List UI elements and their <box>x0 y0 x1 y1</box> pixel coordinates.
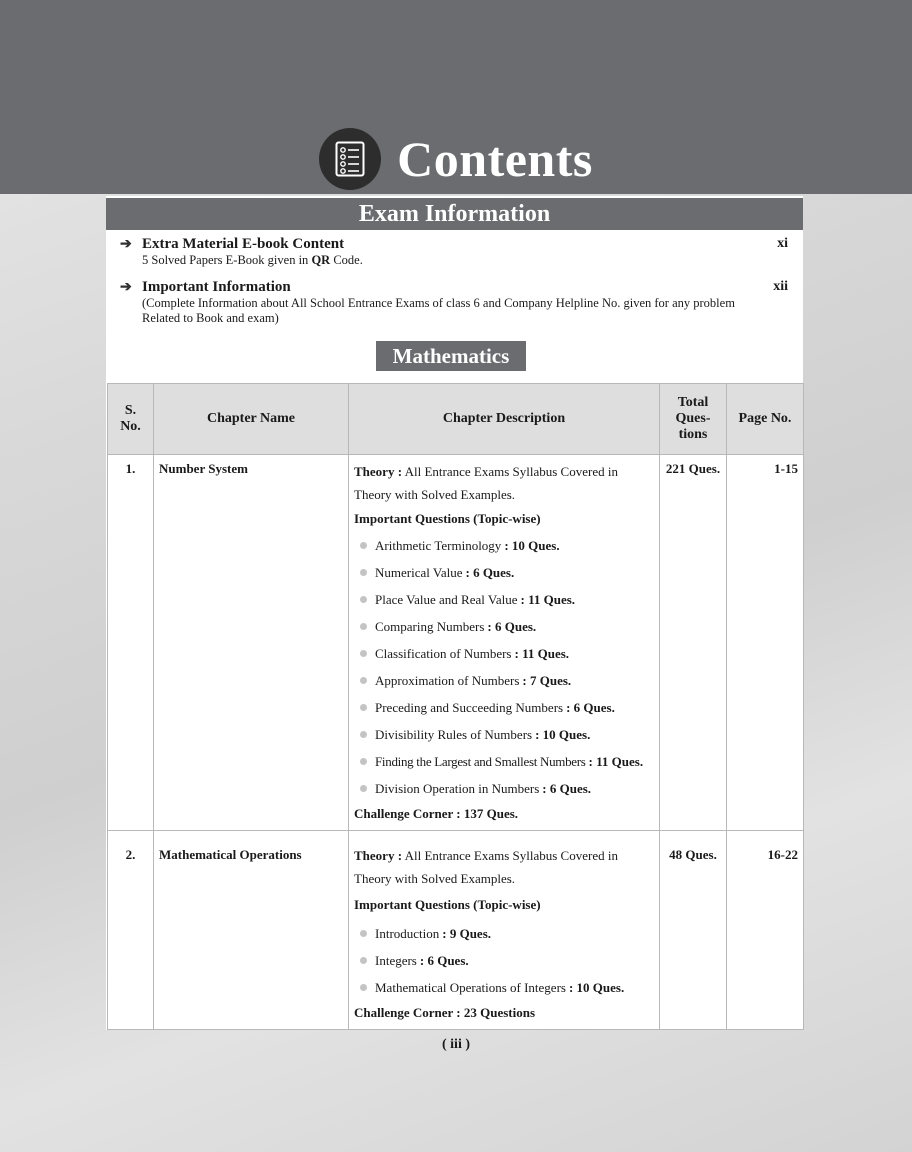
chapter-name[interactable]: Mathematical Operations <box>154 831 349 1030</box>
checklist-icon <box>319 128 381 190</box>
bullet-icon <box>360 596 367 603</box>
chapter-name[interactable]: Number System <box>154 455 349 831</box>
info-item-title: Important Information <box>142 279 291 295</box>
bullet-icon <box>360 785 367 792</box>
bullet-icon <box>360 542 367 549</box>
info-item-page: xi <box>777 236 788 251</box>
topic-item: Preceding and Succeeding Numbers : 6 Ques. <box>354 694 654 721</box>
chapter-sno: 2. <box>108 831 154 1030</box>
topic-item: Classification of Numbers : 11 Ques. <box>354 640 654 667</box>
topic-item: Arithmetic Terminology : 10 Ques. <box>354 532 654 559</box>
column-header-total: Total Ques- tions <box>660 384 727 455</box>
chapter-page[interactable]: 1-15 <box>727 455 804 831</box>
topic-item: Finding the Largest and Smallest Numbers : 11 Ques. <box>354 748 654 775</box>
challenge-corner: Challenge Corner : 137 Ques. <box>354 806 519 821</box>
arrow-right-icon: ➔ <box>120 237 132 252</box>
subject-title: Mathematics <box>376 341 526 371</box>
chapter-page[interactable]: 16-22 <box>727 831 804 1030</box>
column-header-page: Page No. <box>727 384 804 455</box>
info-item-important-information[interactable] <box>120 279 800 326</box>
title-area <box>0 124 912 194</box>
page-title: Contents <box>397 131 593 187</box>
bullet-icon <box>360 677 367 684</box>
bullet-icon <box>360 623 367 630</box>
info-item-description: 5 Solved Papers E-Book given in QR Code. <box>142 253 363 267</box>
topic-item: Place Value and Real Value : 11 Ques. <box>354 586 654 613</box>
chapter-sno: 1. <box>108 455 154 831</box>
topic-item: Mathematical Operations of Integers : 10 Ques. <box>354 974 654 1001</box>
bullet-icon <box>360 731 367 738</box>
page-number: ( iii ) <box>442 1037 470 1052</box>
topic-item: Introduction : 9 Ques. <box>354 920 654 947</box>
contents-table <box>107 383 804 1030</box>
topic-item: Divisibility Rules of Numbers : 10 Ques. <box>354 721 654 748</box>
chapter-total: 221 Ques. <box>660 455 727 831</box>
section-title-exam-information: Exam Information <box>106 198 803 230</box>
chapter-description: Theory : All Entrance Exams Syllabus Covered in Theory with Solved Examples. Important Questions (Topic-wise) Introduction : 9 Ques. Integers : 6 Ques. Mathematical Operations of Integers : 10 Ques. Challenge Corner : 23 Questions <box>349 831 660 1030</box>
bullet-icon <box>360 569 367 576</box>
bullet-icon <box>360 984 367 991</box>
chapter-total: 48 Ques. <box>660 831 727 1030</box>
column-header-chapter-name: Chapter Name <box>154 384 349 455</box>
topic-item: Integers : 6 Ques. <box>354 947 654 974</box>
topic-item: Approximation of Numbers : 7 Ques. <box>354 667 654 694</box>
topic-item: Comparing Numbers : 6 Ques. <box>354 613 654 640</box>
table-header-row <box>108 384 804 455</box>
info-item-extra-material[interactable] <box>120 236 800 268</box>
bullet-icon <box>360 957 367 964</box>
table-row[interactable] <box>108 455 804 831</box>
info-item-page: xii <box>773 279 788 294</box>
bullet-icon <box>360 758 367 765</box>
bullet-icon <box>360 650 367 657</box>
table-row[interactable] <box>108 831 804 1030</box>
info-item-description: (Complete Information about All School Entrance Exams of class 6 and Company Helpline No. given for any problem Related to Book and exam) <box>142 296 735 325</box>
topic-item: Numerical Value : 6 Ques. <box>354 559 654 586</box>
bullet-icon <box>360 704 367 711</box>
column-header-sno: S. No. <box>108 384 154 455</box>
bullet-icon <box>360 930 367 937</box>
chapter-description: Theory : All Entrance Exams Syllabus Covered in Theory with Solved Examples. Important Questions (Topic-wise) Arithmetic Terminology : 10 Ques. Numerical Value : 6 Ques. Place Value and Real Value : 11 Ques. Comparing Numbers : 6 Ques. Classification of Numbers : 11 Ques. Approximation of Numbers : 7 Ques. Preceding and Succeeding Numbers : 6 Ques. Divisibility Rules of Numbers : 10 Ques. Finding the Largest and Smallest Numbers : 11 Ques. Division Operation in Numbers : 6 Ques. Challenge Corner : 137 Ques. <box>349 455 660 831</box>
topic-item: Division Operation in Numbers : 6 Ques. <box>354 775 654 802</box>
challenge-corner: Challenge Corner : 23 Questions <box>354 1005 536 1020</box>
info-item-title: Extra Material E-book Content <box>142 236 345 252</box>
column-header-description: Chapter Description <box>349 384 660 455</box>
arrow-right-icon: ➔ <box>120 280 132 295</box>
